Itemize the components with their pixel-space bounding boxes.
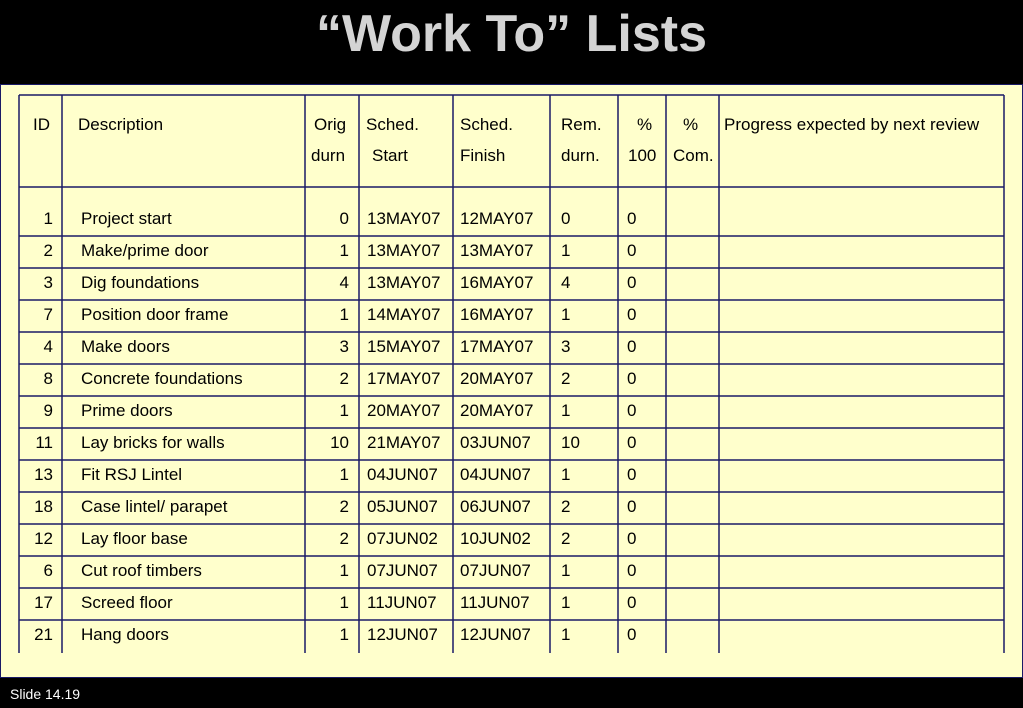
cell-description: Project start [81, 209, 172, 228]
cell-rem-durn: 4 [561, 273, 571, 292]
cell-id: 3 [43, 273, 53, 292]
cell-orig-durn: 1 [339, 241, 349, 260]
cell-pct-100: 0 [627, 625, 637, 644]
cell-sched-start: 14MAY07 [367, 305, 441, 324]
cell-id: 6 [43, 561, 53, 580]
cell-description: Concrete foundations [81, 369, 243, 388]
cell-pct-100: 0 [627, 497, 637, 516]
cell-sched-finish: 17MAY07 [460, 337, 534, 356]
cell-sched-start: 07JUN02 [367, 529, 438, 548]
cell-orig-durn: 2 [339, 369, 349, 388]
cell-id: 11 [35, 433, 53, 452]
header-orig-durn-1: Orig [314, 115, 347, 134]
cell-orig-durn: 1 [339, 401, 349, 420]
cell-pct-100: 0 [627, 529, 637, 548]
cell-rem-durn: 1 [561, 305, 571, 324]
cell-sched-start: 17MAY07 [367, 369, 441, 388]
cell-rem-durn: 0 [561, 209, 571, 228]
cell-rem-durn: 2 [561, 529, 571, 548]
cell-sched-start: 13MAY07 [367, 241, 441, 260]
cell-pct-100: 0 [627, 465, 637, 484]
cell-sched-start: 13MAY07 [367, 209, 441, 228]
cell-orig-durn: 1 [339, 625, 349, 644]
cell-orig-durn: 4 [339, 273, 349, 292]
cell-sched-finish: 16MAY07 [460, 273, 534, 292]
cell-description: Screed floor [81, 593, 173, 612]
cell-id: 8 [43, 369, 53, 388]
cell-pct-100: 0 [627, 209, 637, 228]
cell-orig-durn: 1 [339, 561, 349, 580]
cell-id: 12 [34, 529, 53, 548]
cell-id: 17 [34, 593, 53, 612]
cell-orig-durn: 10 [330, 433, 349, 452]
slide-number: Slide 14.19 [10, 686, 81, 702]
cell-description: Prime doors [81, 401, 173, 420]
header-progress: Progress expected by next review [724, 115, 980, 134]
cell-id: 13 [34, 465, 53, 484]
header-pct-com-1: % [683, 115, 699, 134]
cell-pct-100: 0 [627, 305, 637, 324]
cell-id: 18 [34, 497, 53, 516]
cell-sched-start: 05JUN07 [367, 497, 438, 516]
cell-description: Dig foundations [81, 273, 200, 292]
cell-orig-durn: 2 [339, 497, 349, 516]
cell-rem-durn: 2 [561, 369, 571, 388]
cell-description: Position door frame [81, 305, 229, 324]
cell-description: Hang doors [81, 625, 169, 644]
header-rem-durn-1: Rem. [561, 115, 602, 134]
cell-description: Make/prime door [81, 241, 209, 260]
cell-sched-finish: 12JUN07 [460, 625, 531, 644]
cell-id: 2 [43, 241, 53, 260]
cell-id: 7 [43, 305, 53, 324]
header-description: Description [78, 115, 164, 134]
cell-description: Lay floor base [81, 529, 188, 548]
cell-description: Make doors [81, 337, 170, 356]
cell-sched-finish: 13MAY07 [460, 241, 534, 260]
cell-id: 9 [43, 401, 53, 420]
cell-sched-finish: 04JUN07 [460, 465, 531, 484]
cell-id: 4 [43, 337, 53, 356]
cell-pct-100: 0 [627, 401, 637, 420]
cell-pct-100: 0 [627, 369, 637, 388]
cell-sched-finish: 03JUN07 [460, 433, 531, 452]
cell-sched-start: 15MAY07 [367, 337, 441, 356]
cell-rem-durn: 1 [561, 625, 571, 644]
cell-sched-finish: 06JUN07 [460, 497, 531, 516]
header-pct-com-2: Com. [673, 146, 714, 165]
cell-sched-start: 13MAY07 [367, 273, 441, 292]
cell-sched-start: 12JUN07 [367, 625, 438, 644]
header-pct-100-2: 100 [628, 146, 657, 165]
header-sched-start-1: Sched. [366, 115, 419, 134]
cell-rem-durn: 10 [561, 433, 580, 452]
cell-sched-start: 04JUN07 [367, 465, 438, 484]
cell-rem-durn: 1 [561, 241, 571, 260]
cell-description: Fit RSJ Lintel [81, 465, 183, 484]
cell-sched-finish: 20MAY07 [460, 401, 534, 420]
cell-pct-100: 0 [627, 561, 637, 580]
cell-sched-start: 21MAY07 [367, 433, 441, 452]
cell-sched-start: 11JUN07 [367, 593, 437, 612]
header-pct-100-1: % [637, 115, 653, 134]
work-to-table [0, 84, 1023, 678]
cell-description: Lay bricks for walls [81, 433, 225, 452]
cell-orig-durn: 1 [339, 593, 349, 612]
cell-sched-finish: 16MAY07 [460, 305, 534, 324]
cell-orig-durn: 3 [339, 337, 349, 356]
cell-rem-durn: 1 [561, 465, 571, 484]
cell-pct-100: 0 [627, 337, 637, 356]
cell-orig-durn: 1 [339, 465, 349, 484]
cell-sched-finish: 07JUN07 [460, 561, 531, 580]
cell-pct-100: 0 [627, 433, 637, 452]
header-rem-durn-2: durn. [561, 146, 600, 165]
cell-sched-finish: 10JUN02 [460, 529, 531, 548]
cell-id: 21 [34, 625, 53, 644]
header-id: ID [33, 115, 50, 134]
cell-sched-finish: 11JUN07 [460, 593, 530, 612]
header-sched-finish-1: Sched. [460, 115, 513, 134]
cell-sched-start: 07JUN07 [367, 561, 438, 580]
cell-orig-durn: 2 [339, 529, 349, 548]
cell-pct-100: 0 [627, 593, 637, 612]
cell-sched-finish: 12MAY07 [460, 209, 534, 228]
header-sched-start-2: Start [372, 146, 408, 165]
cell-id: 1 [43, 209, 53, 228]
cell-pct-100: 0 [627, 273, 637, 292]
header-orig-durn-2: durn [311, 146, 346, 165]
cell-pct-100: 0 [627, 241, 637, 260]
cell-description: Cut roof timbers [81, 561, 202, 580]
cell-rem-durn: 1 [561, 593, 571, 612]
slide-title: “Work To” Lists [316, 5, 707, 63]
cell-rem-durn: 1 [561, 561, 571, 580]
cell-orig-durn: 0 [339, 209, 349, 228]
cell-sched-finish: 20MAY07 [460, 369, 534, 388]
header-sched-finish-2: Finish [460, 146, 506, 165]
cell-rem-durn: 3 [561, 337, 571, 356]
cell-description: Case lintel/ parapet [81, 497, 228, 516]
cell-orig-durn: 1 [339, 305, 349, 324]
cell-rem-durn: 2 [561, 497, 571, 516]
cell-sched-start: 20MAY07 [367, 401, 441, 420]
cell-rem-durn: 1 [561, 401, 571, 420]
